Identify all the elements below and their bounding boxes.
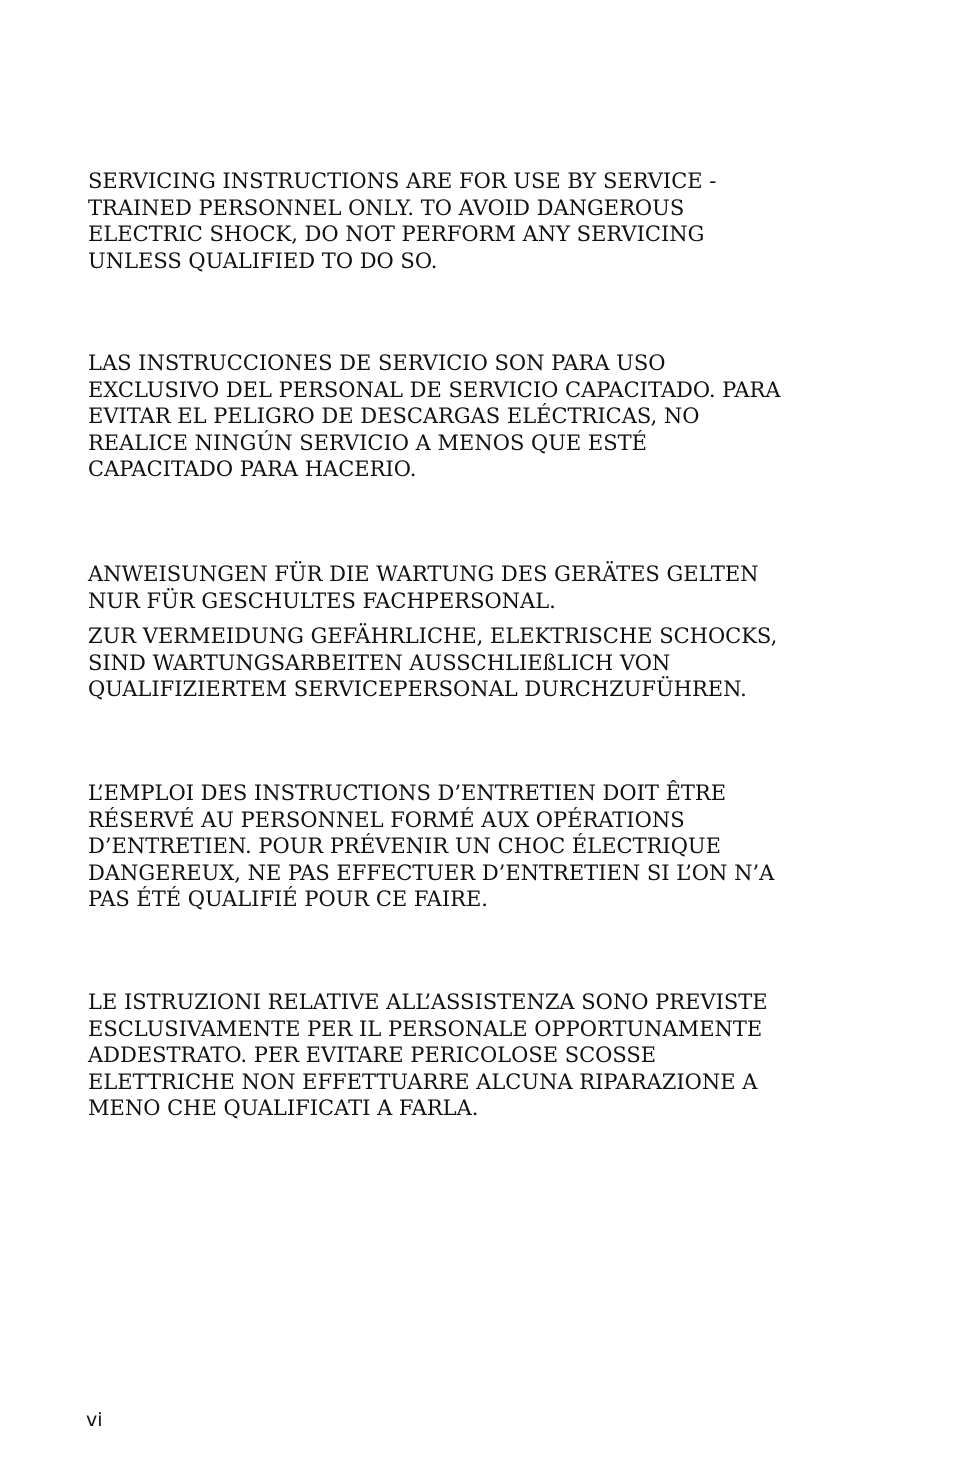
warning-german-text-2: ZUR VERMEIDUNG GEFÄHRLICHE, ELEKTRISCHE SCHOCKS, SIND WARTUNGSARBEITEN AUSSCHLIEßLICH VON QUALIFIZIERTEM SERVICEPERSONAL DURCHZUFÜHREN. [88,624,778,701]
warning-italian [88,989,878,1122]
warning-italian-text: LE ISTRUZIONI RELATIVE ALL’ASSISTENZA SONO PREVISTE ESCLUSIVAMENTE PER IL PERSONALE OPPORTUNAMENTE ADDESTRATO. PER EVITARE PERICOLOSE SCOSSE ELETTRICHE NON EFFETTUARRE ALCUNA RIPARAZIONE A MENO CHE QUALIFICATI A FARLA. [88,990,768,1120]
warning-spanish-text: LAS INSTRUCCIONES DE SERVICIO SON PARA USO EXCLUSIVO DEL PERSONAL DE SERVICIO CAPACITADO. PARA EVITAR EL PELIGRO DE DESCARGAS ELÉCTRICAS, NO REALICE NINGÚN SERVICIO A MENOS QUE ESTÉ CAPACITADO PARA HACERIO. [88,351,781,481]
warning-french-text: L’EMPLOI DES INSTRUCTIONS D’ENTRETIEN DOIT ÊTRE RÉSERVÉ AU PERSONNEL FORMÉ AUX OPÉRATIONS D’ENTRETIEN. POUR PRÉVENIR UN CHOC ÉLECTRIQUE DANGEREUX, NE PAS EFFECTUER D’ENTRETIEN SI L’ON N’A PAS ÉTÉ QUALIFIÉ POUR CE FAIRE. [88,781,775,911]
page-number: vi [86,1409,103,1431]
warning-french [88,780,878,913]
warning-german-text-1: ANWEISUNGEN FÜR DIE WARTUNG DES GERÄTES GELTEN NUR FÜR GESCHULTES FACHPERSONAL. [88,562,759,613]
warning-german [88,561,878,703]
warning-spanish [88,350,878,483]
warning-english [88,168,878,274]
warning-english-text: SERVICING INSTRUCTIONS ARE FOR USE BY SERVICE - TRAINED PERSONNEL ONLY. TO AVOID DANGEROUS ELECTRIC SHOCK, DO NOT PERFORM ANY SERVICING UNLESS QUALIFIED TO DO SO. [88,169,717,273]
